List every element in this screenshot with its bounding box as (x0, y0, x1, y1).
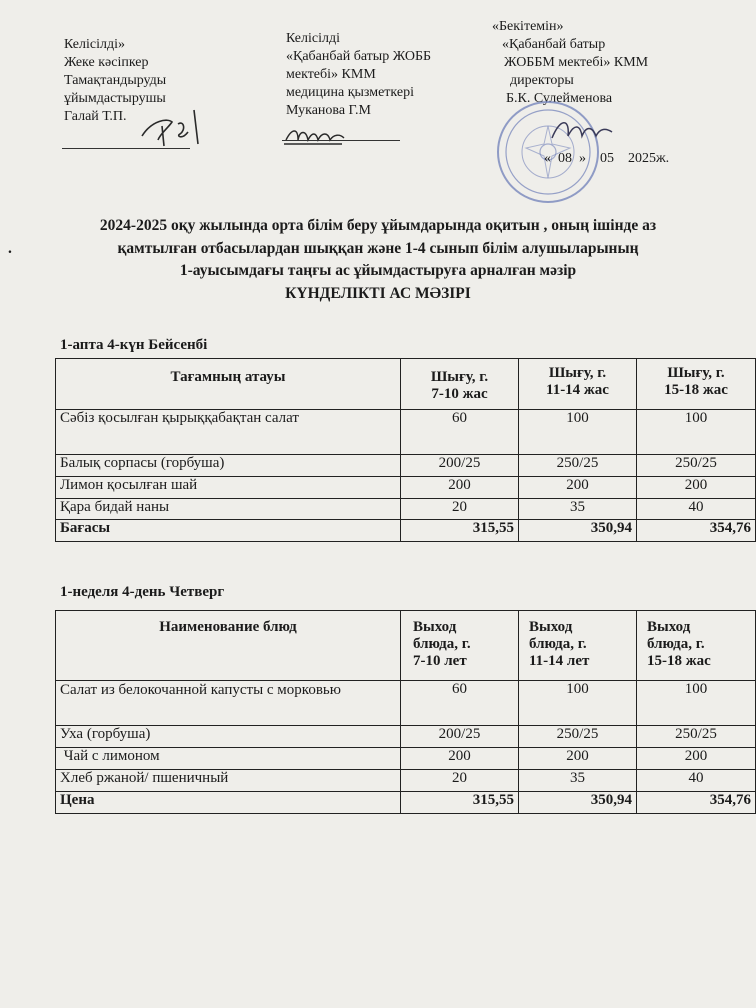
bullet-dot: . (8, 240, 12, 257)
heading-line-2: қамтылған отбасылардан шыққан және 1-4 сынып білім алушыларының (117, 240, 639, 257)
dish-name: Хлеб ржаной/ пшеничный (56, 770, 401, 792)
signature-line-middle (282, 140, 400, 141)
dish-name: Чай с лимоном (56, 748, 401, 770)
dish-name: Салат из белокочанной капусты с морковью (56, 681, 401, 726)
price-11-14: 350,94 (519, 792, 637, 814)
ru-header-col: Выход блюда, г. 11-14 лет (519, 611, 637, 681)
total-label: Цена (56, 792, 401, 814)
table-row (56, 455, 756, 477)
portion-11-14: 200 (519, 477, 637, 499)
approval-middle-line: Муканова Г.М (286, 103, 371, 118)
portion-15-18: 200 (637, 477, 756, 499)
portion-7-10: 60 (401, 410, 519, 455)
total-row (56, 520, 756, 542)
approval-right-line: директоры (510, 73, 574, 88)
portion-11-14: 250/25 (519, 455, 637, 477)
portion-11-14: 35 (519, 499, 637, 520)
signature-right (548, 114, 618, 150)
portion-7-10: 200/25 (401, 726, 519, 748)
signature-left (138, 100, 208, 152)
portion-7-10: 20 (401, 770, 519, 792)
price-15-18: 354,76 (637, 520, 756, 542)
dish-name: Қара бидай наны (56, 499, 401, 520)
approval-middle-line: мектебі» КММ (286, 67, 376, 82)
price-15-18: 354,76 (637, 792, 756, 814)
price-7-10: 315,55 (401, 520, 519, 542)
portion-15-18: 100 (637, 410, 756, 455)
portion-11-14: 250/25 (519, 726, 637, 748)
approval-left-line: Тамақтандыруды (64, 73, 167, 88)
kz-day-label: 1-апта 4-күн Бейсенбі (60, 337, 208, 353)
table-row (56, 748, 756, 770)
kz-header-col: Шығу, г. 7-10 жас (401, 359, 519, 410)
approval-left-line: Галай Т.П. (64, 109, 127, 124)
ru-day-label: 1-неделя 4-день Четверг (60, 584, 225, 600)
ru-menu-table (55, 610, 756, 814)
portion-15-18: 40 (637, 770, 756, 792)
portion-15-18: 250/25 (637, 455, 756, 477)
approval-middle (286, 30, 431, 120)
price-11-14: 350,94 (519, 520, 637, 542)
kz-header-row (56, 359, 756, 410)
approval-right-line: ЖОББМ мектебі» КММ (504, 55, 649, 70)
portion-11-14: 100 (519, 410, 637, 455)
table-row (56, 499, 756, 520)
portion-11-14: 100 (519, 681, 637, 726)
table-row (56, 726, 756, 748)
total-label: Бағасы (56, 520, 401, 542)
approval-left-line: Келісілді» (64, 37, 125, 52)
ru-header-dish: Наименование блюд (56, 611, 401, 681)
table-row (56, 477, 756, 499)
portion-11-14: 35 (519, 770, 637, 792)
kz-menu-table (55, 358, 756, 542)
dish-name: Сәбіз қосылған қырыққабақтан салат (56, 410, 401, 455)
price-7-10: 315,55 (401, 792, 519, 814)
kz-header-col: Шығу, г. 15-18 жас (637, 359, 756, 410)
approval-right-line: «Қабанбай батыр (502, 37, 606, 52)
approval-right-line: «Бекітемін» (492, 19, 564, 34)
kz-header-dish: Тағамның атауы (56, 359, 401, 410)
signature-middle (282, 122, 348, 150)
approval-date: « 08 » 05 2025ж. (544, 151, 670, 166)
table-row (56, 410, 756, 455)
portion-15-18: 200 (637, 748, 756, 770)
approval-middle-line: Келісілді (286, 31, 340, 46)
approval-middle-line: медицина қызметкері (286, 85, 414, 100)
table-row (56, 681, 756, 726)
approval-right (492, 18, 648, 108)
total-row (56, 792, 756, 814)
portion-7-10: 60 (401, 681, 519, 726)
portion-15-18: 100 (637, 681, 756, 726)
portion-15-18: 250/25 (637, 726, 756, 748)
portion-7-10: 200 (401, 477, 519, 499)
heading-line-1: 2024-2025 оқу жылында орта білім беру ұйымдарында оқитын , оның ішінде аз (99, 217, 657, 234)
heading-line-3: 1-ауысымдағы таңғы ас ұйымдастыруға арналған мәзір (179, 262, 577, 279)
dish-name: Лимон қосылған шай (56, 477, 401, 499)
approval-middle-line: «Қабанбай батыр ЖОББ (286, 49, 432, 64)
portion-7-10: 200/25 (401, 455, 519, 477)
approval-left-line: Жеке кәсіпкер (64, 55, 149, 70)
ru-header-row (56, 611, 756, 681)
kz-header-col: Шығу, г. 11-14 жас (519, 359, 637, 410)
table-row (56, 770, 756, 792)
ru-header-col: Выход блюда, г. 7-10 лет (401, 611, 519, 681)
dish-name: Балық сорпасы (горбуша) (56, 455, 401, 477)
portion-7-10: 20 (401, 499, 519, 520)
portion-15-18: 40 (637, 499, 756, 520)
dish-name: Уха (горбуша) (56, 726, 401, 748)
portion-7-10: 200 (401, 748, 519, 770)
signature-line-left (62, 148, 190, 149)
ru-header-col: Выход блюда, г. 15-18 жас (637, 611, 756, 681)
heading-line-4: КҮНДЕЛІКТІ АС МӘЗІРІ (285, 285, 471, 302)
approval-left-line: ұйымдастырушы (64, 91, 166, 106)
approval-right-line: Б.К. Сулейменова (506, 91, 613, 106)
portion-11-14: 200 (519, 748, 637, 770)
